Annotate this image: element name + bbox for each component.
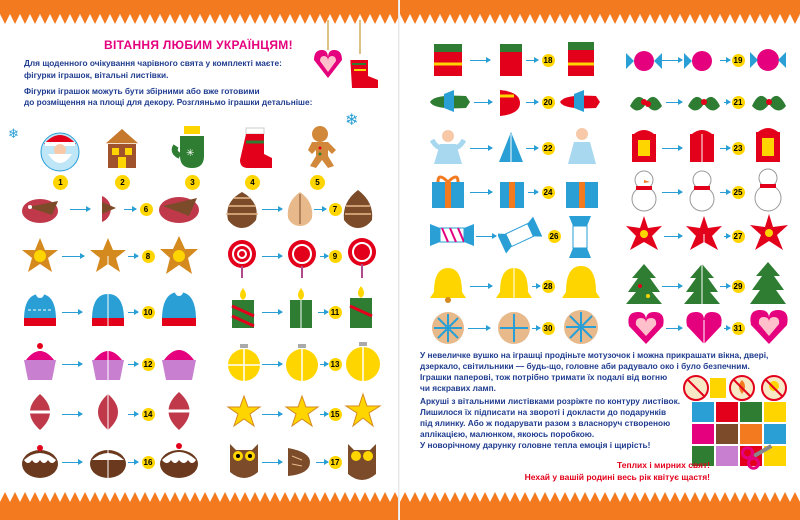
svg-text:✳: ✳ <box>186 148 195 159</box>
bell-assembled-icon <box>562 264 600 304</box>
bell-ornament-icon <box>430 266 466 304</box>
candy-part-icon <box>498 216 542 256</box>
mitten-part-icon <box>496 40 526 80</box>
top-zigzag <box>400 14 800 24</box>
star-assembled-icon <box>158 234 200 278</box>
bottom-border-stripe <box>400 502 800 520</box>
item-number: 9 <box>325 250 345 263</box>
airplane-ornament-icon <box>428 88 472 118</box>
item-number: 15 <box>325 408 345 421</box>
holly-part-icon <box>684 86 724 120</box>
owl-part-icon <box>284 444 314 478</box>
pinecone-assembled-icon <box>340 188 376 230</box>
stocking-ornament-icon <box>236 126 276 170</box>
item-number-badge: 2 <box>115 175 130 190</box>
poinsettia-part-icon <box>684 214 724 254</box>
mitten-assembled-icon <box>562 38 600 80</box>
item-number: 27 <box>728 230 748 243</box>
snowflake-icon: ❄ <box>8 126 19 141</box>
cupcake-part-icon <box>88 342 128 382</box>
lollipop-assembled-icon <box>344 236 380 278</box>
item-number: 24 <box>538 186 558 199</box>
bottom-border-stripe <box>0 502 400 520</box>
item-number: 16 <box>138 456 158 469</box>
item-number: 17 <box>325 456 345 469</box>
bauble-assembled-icon <box>344 342 382 382</box>
holly-ornament-icon <box>626 86 666 120</box>
hat-part-icon <box>88 290 128 328</box>
star-face-assembled-icon <box>344 392 382 430</box>
angel-part-icon <box>496 130 526 164</box>
item-number: 26 <box>544 230 564 243</box>
santa-ornament-icon <box>38 126 82 172</box>
tree-assembled-icon <box>750 260 786 306</box>
item-number: 18 <box>538 54 558 67</box>
closing-greeting-line-1: Теплих і мирних свят! <box>616 460 710 470</box>
item-number: 10 <box>138 306 158 319</box>
cupcake-assembled-icon <box>158 340 200 382</box>
candle-part-icon <box>284 286 318 330</box>
item-number-badge: 5 <box>310 175 325 190</box>
star-ornament-icon <box>20 236 60 276</box>
bird-ornament-icon <box>18 193 68 225</box>
teardrop-assembled-icon <box>158 390 200 432</box>
poinsettia-ornament-icon <box>624 214 664 254</box>
instructions-line: У невеличке вушко на іграшці продіньте мотузочок і можна прикрашати вікна, двері, <box>420 350 769 360</box>
star-face-icon <box>226 394 262 430</box>
mitten-ornament-icon <box>170 124 214 172</box>
angel-ornament-icon <box>428 126 468 166</box>
snowflake-cookie-assembled-icon <box>562 308 600 346</box>
snowman-ornament-icon <box>626 168 662 212</box>
bottom-zigzag <box>0 492 400 502</box>
hat-assembled-icon <box>158 288 200 328</box>
star-part-icon <box>88 236 128 276</box>
cards-instructions-line: аплікацією, малюнком, якоюсь поробкою. <box>420 429 595 439</box>
bell-part-icon <box>496 266 532 304</box>
owl-ornament-icon <box>226 440 262 480</box>
lollipop-ornament-icon <box>224 238 260 278</box>
lantern-part-icon <box>684 126 720 166</box>
pinecone-part-icon <box>284 190 316 228</box>
snowman-assembled-icon <box>750 166 786 212</box>
angel-assembled-icon <box>562 124 602 166</box>
star-face-part-icon <box>284 394 320 430</box>
candle-assembled-icon <box>344 284 378 330</box>
candy-assembled-icon <box>566 214 594 260</box>
candle-ornament-icon <box>226 286 260 330</box>
bottom-zigzag <box>400 492 800 502</box>
snowflake-cookie-part-icon <box>496 310 532 346</box>
snowflake-cookie-icon <box>430 310 466 346</box>
bird-assembled-icon <box>155 190 205 226</box>
pudding-part-icon <box>88 442 128 480</box>
hanging-ornaments-icon <box>308 20 388 100</box>
item-number: 30 <box>538 322 558 335</box>
cards-instructions-line: Лишилося їх підписати на звороті і докласти до подарунків <box>420 407 667 417</box>
item-number: 7 <box>325 203 345 216</box>
airplane-part-icon <box>496 86 524 120</box>
pudding-ornament-icon <box>20 442 60 480</box>
airplane-assembled-icon <box>558 88 602 118</box>
item-number: 23 <box>728 142 748 155</box>
intro-line-4: до розміщення на площі для декору. Розгляньмо іграшки детальніше: <box>24 97 313 107</box>
poinsettia-assembled-icon <box>748 212 790 254</box>
instructions-line: чи яскравих ламп. <box>420 383 496 393</box>
right-page <box>400 0 800 520</box>
hat-ornament-icon <box>20 290 60 328</box>
item-number: 6 <box>136 203 156 216</box>
cards-instructions-line: під ялинку. Або ж подарувати разом з власноруч створеною <box>420 418 671 428</box>
gingerbread-house-icon <box>100 124 144 172</box>
item-number: 11 <box>325 306 345 319</box>
candy-ornament-icon <box>428 222 476 248</box>
tree-part-icon <box>684 262 720 306</box>
bauble-part-icon <box>284 344 320 382</box>
cards-instructions-line: Аркуші з вітальними листівками розріжте по контуру листівок. <box>420 396 681 406</box>
gift-assembled-icon <box>562 170 602 210</box>
cupcake-ornament-icon <box>20 342 60 382</box>
holly-assembled-icon <box>748 84 790 120</box>
snowman-part-icon <box>684 168 720 212</box>
item-number: 13 <box>325 358 345 371</box>
heart-ornament-icon <box>626 308 666 346</box>
teardrop-ornament-icon <box>20 392 60 432</box>
cards-instructions-line: У новорічному дарунку головне тепла емоція і щирість! <box>420 440 651 450</box>
teardrop-part-icon <box>88 392 128 432</box>
lollipop-part-icon <box>284 238 320 278</box>
item-number: 29 <box>728 280 748 293</box>
item-number-badge: 4 <box>245 175 260 190</box>
item-number: 14 <box>138 408 158 421</box>
tree-ornament-icon <box>626 262 662 306</box>
heart-part-icon <box>684 308 724 346</box>
item-number: 21 <box>728 96 748 109</box>
closing-greeting-line-2: Нехай у вашій родині весь рік квітує щастя! <box>524 472 710 482</box>
wrapped-candy-icon <box>626 44 662 78</box>
snowflake-icon: ❄ <box>345 112 359 129</box>
item-number: 31 <box>728 322 748 335</box>
item-number: 12 <box>138 358 158 371</box>
item-number: 25 <box>728 186 748 199</box>
top-border-stripe <box>0 0 400 14</box>
item-number: 22 <box>538 142 558 155</box>
item-number: 20 <box>538 96 558 109</box>
item-number-badge: 1 <box>53 175 68 190</box>
page-title: ВІТАННЯ ЛЮБИМ УКРАЇНЦЯМ! <box>104 38 293 52</box>
intro-line-1: Для щоденного очікування чарівного свята у комплекті маєте: <box>24 58 282 68</box>
intro-line-3: Фігурки іграшок можуть бути збірними або вже готовими <box>24 86 260 96</box>
top-border-stripe <box>400 0 800 14</box>
owl-assembled-icon <box>344 440 380 482</box>
gift-ornament-icon <box>428 172 468 210</box>
pinecone-ornament-icon <box>222 190 262 228</box>
intro-line-2: фігурки іграшок, вітальні листівки. <box>24 70 169 80</box>
lantern-ornament-icon <box>626 126 662 166</box>
heart-assembled-icon <box>748 306 790 346</box>
gingerbread-man-icon <box>300 124 340 172</box>
pudding-assembled-icon <box>158 440 200 480</box>
bauble-ornament-icon <box>226 344 262 382</box>
bird-half-part-icon <box>96 194 126 224</box>
instructions-line: дзеркало, світильники — будь-що, головне аби радувало око і було безпечним. <box>420 361 750 371</box>
item-number: 8 <box>138 250 158 263</box>
item-number-badge: 3 <box>185 175 200 190</box>
wrapped-candy-part-icon <box>684 44 720 78</box>
gift-part-icon <box>496 172 528 210</box>
instructions-line: Іграшки паперові, тож потрібно тримати їх подалі від вогню <box>420 372 668 382</box>
item-number: 19 <box>728 54 748 67</box>
lantern-assembled-icon <box>750 124 786 166</box>
mitten-red-icon <box>428 40 468 80</box>
wrapped-candy-assembled-icon <box>750 42 786 78</box>
item-number: 28 <box>538 280 558 293</box>
